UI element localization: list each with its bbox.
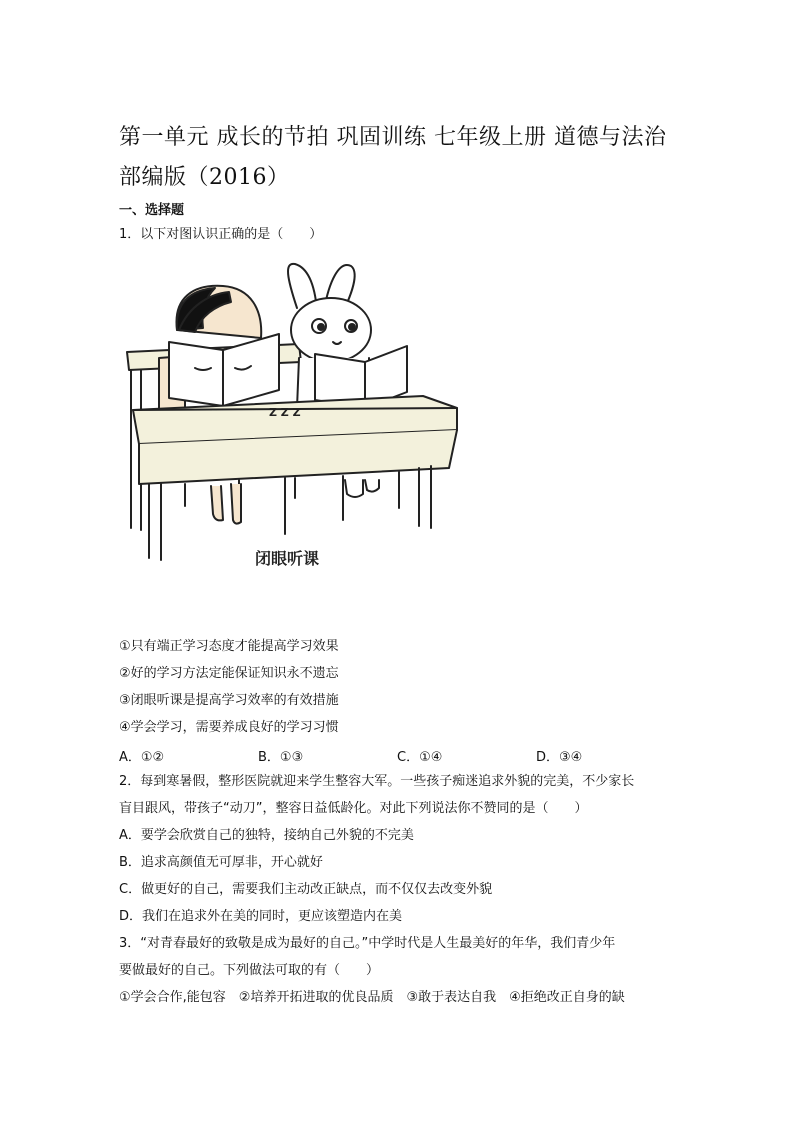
option-a[interactable]: A．①② [119, 750, 165, 765]
classroom-illustration [119, 258, 464, 578]
section-heading: 一、选择题 [119, 203, 185, 218]
option-d[interactable]: D．我们在追求外在美的同时，更应该塑造内在美 [119, 909, 403, 924]
question-1-item: ②好的学习方法定能保证知识永不遗忘 [119, 666, 339, 681]
question-3-items: ①学会合作,能包容 ②培养开拓进取的优良品质 ③敢于表达自我 ④拒绝改正自身的缺 [119, 990, 625, 1005]
question-1-stem: 1．以下对图认识正确的是（ ） [119, 227, 323, 242]
option-a[interactable]: A．要学会欣赏自己的独特，接纳自己外貌的不完美 [119, 828, 414, 843]
question-2-stem: 2．每到寒暑假，整形医院就迎来学生整容大军。一些孩子痴迷追求外貌的完美，不少家长 [119, 774, 635, 789]
option-d[interactable]: D．③④ [536, 750, 583, 765]
question-2-stem-continued: 盲目跟风，带孩子“动刀”，整容日益低龄化。对此下列说法你不赞同的是（ ） [119, 801, 588, 816]
question-1-item: ④学会学习，需要养成良好的学习习惯 [119, 720, 339, 735]
question-3-stem-continued: 要做最好的自己。下列做法可取的有（ ） [119, 963, 380, 978]
option-c[interactable]: C．做更好的自己，需要我们主动改正缺点，而不仅仅去改变外貌 [119, 882, 493, 897]
figure-caption: 闭眼听课 [255, 549, 320, 568]
option-b[interactable]: B．①③ [258, 750, 304, 765]
option-c[interactable]: C．①④ [397, 750, 443, 765]
option-b[interactable]: B．追求高颜值无可厚非，开心就好 [119, 855, 323, 870]
question-1-options [119, 746, 679, 766]
question-3-stem: 3．“对青春最好的致敬是成为最好的自己。”中学时代是人生最美好的年华，我们青少年 [119, 936, 616, 951]
question-1-item: ①只有端正学习态度才能提高学习效果 [119, 639, 339, 654]
question-1-item: ③闭眼听课是提高学习效率的有效措施 [119, 693, 339, 708]
question-1-figure [119, 258, 464, 578]
snore-zzz-label: Z Z Z [269, 406, 301, 419]
document-title: 第一单元 成长的节拍 巩固训练 七年级上册 道德与法治 部编版（2016） [119, 125, 667, 190]
